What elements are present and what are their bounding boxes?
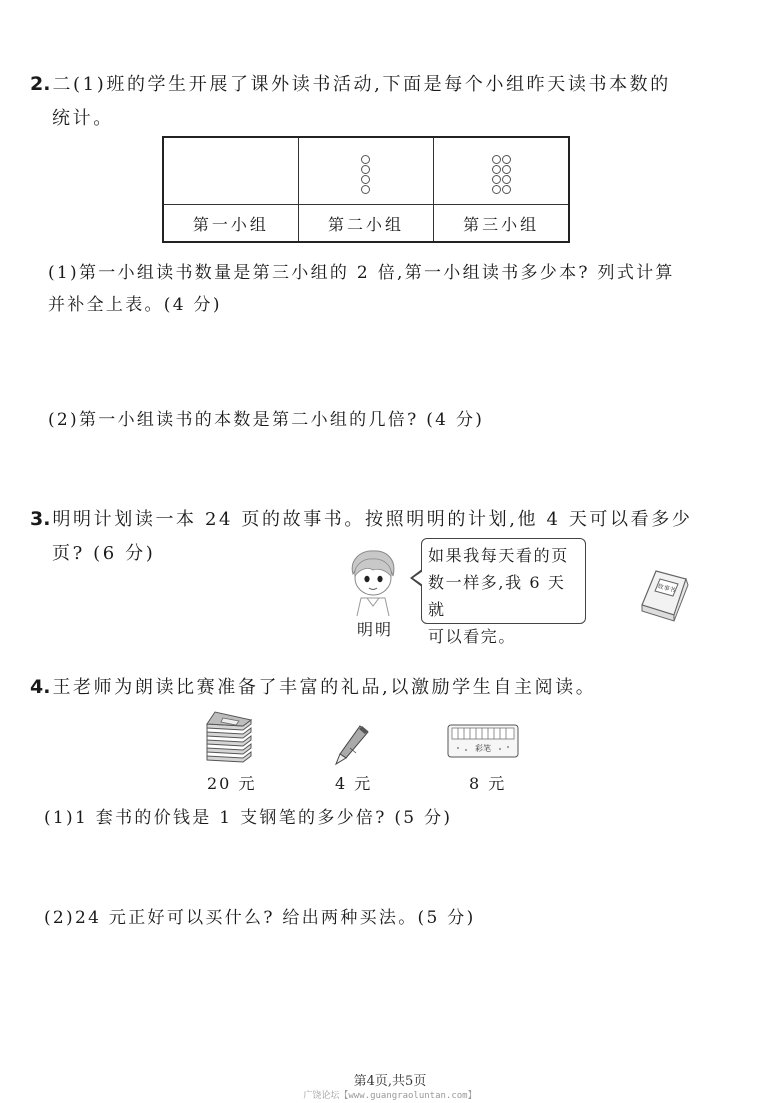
boy-mingming-illustration — [345, 548, 401, 616]
book-circle-icon — [361, 155, 370, 164]
q3-stem-line1: 3. 明明计划读一本 24 页的故事书。按照明明的计划,他 4 天可以看多少 — [30, 508, 693, 530]
bubble-line: 数一样多,我 6 天就 — [428, 573, 566, 619]
bubble-line: 可以看完。 — [428, 627, 517, 646]
group2-circles — [361, 155, 370, 194]
page-indicator: 第4页,共5页 — [353, 1074, 427, 1089]
price-pen: 4 元 — [335, 774, 373, 793]
book-circle-icon — [492, 175, 501, 184]
book-circle-icon — [502, 175, 511, 184]
q2-sub1-line2: 并补全上表。(4 分) — [48, 295, 222, 315]
q3-stem-line2: 页? (6 分) — [52, 543, 156, 564]
q4-number: 4. — [30, 676, 51, 698]
cell-group2-picture — [298, 137, 433, 205]
book-circle-icon — [502, 155, 511, 164]
table-row-pictures — [163, 137, 569, 205]
reading-stats-table — [162, 136, 570, 243]
table-row-labels — [163, 205, 569, 243]
q4-sub2: (2)24 元正好可以买什么? 给出两种买法。(5 分) — [44, 908, 476, 928]
cell-group1-picture[interactable] — [163, 137, 298, 205]
book-circle-icon — [361, 185, 370, 194]
speaker-name: 明明 — [357, 620, 394, 639]
book-circle-icon — [502, 165, 511, 174]
book-circle-icon — [361, 165, 370, 174]
q3-number: 3. — [30, 508, 51, 530]
site-watermark: 广饶论坛【www.guangraoluntan.com】 — [303, 1091, 477, 1101]
price-book-set: 20 元 — [207, 774, 257, 793]
book-circle-icon — [492, 185, 501, 194]
book-set-icon — [203, 708, 255, 764]
q4-stem: 4. 王老师为朗读比赛准备了丰富的礼品,以激励学生自主阅读。 — [30, 676, 597, 698]
group2-label: 第二小组 — [298, 205, 433, 243]
group3-label: 第三小组 — [434, 205, 569, 243]
q2-sub2: (2)第一小组读书的本数是第二小组的几倍? (4 分) — [48, 410, 485, 430]
bubble-line: 如果我每天看的页 — [428, 546, 569, 565]
book-circle-icon — [502, 185, 511, 194]
fountain-pen-icon — [332, 722, 372, 766]
box-label: 彩笔 — [475, 744, 491, 753]
color-pens-box-icon — [446, 722, 520, 760]
q2-number: 2. — [30, 73, 51, 95]
group1-label: 第一小组 — [163, 205, 298, 243]
group3-circles — [492, 155, 511, 194]
book-cover-label: 故事书 — [656, 582, 676, 595]
q4-sub1: (1)1 套书的价钱是 1 支钢笔的多少倍? (5 分) — [44, 808, 453, 828]
book-circle-icon — [361, 175, 370, 184]
cell-group3-picture — [434, 137, 569, 205]
book-circle-icon — [492, 155, 501, 164]
speech-bubble — [421, 538, 586, 646]
q2-stem-line1: 2. 二(1)班的学生开展了课外读书活动,下面是每个小组昨天读书本数的 — [30, 73, 671, 95]
book-circle-icon — [492, 165, 501, 174]
q2-stem-line2: 统计。 — [52, 108, 114, 129]
story-book-icon — [636, 565, 694, 623]
q2-sub1-line1: (1)第一小组读书数量是第三小组的 2 倍,第一小组读书多少本? 列式计算 — [48, 263, 675, 283]
price-color-pens: 8 元 — [469, 774, 507, 793]
